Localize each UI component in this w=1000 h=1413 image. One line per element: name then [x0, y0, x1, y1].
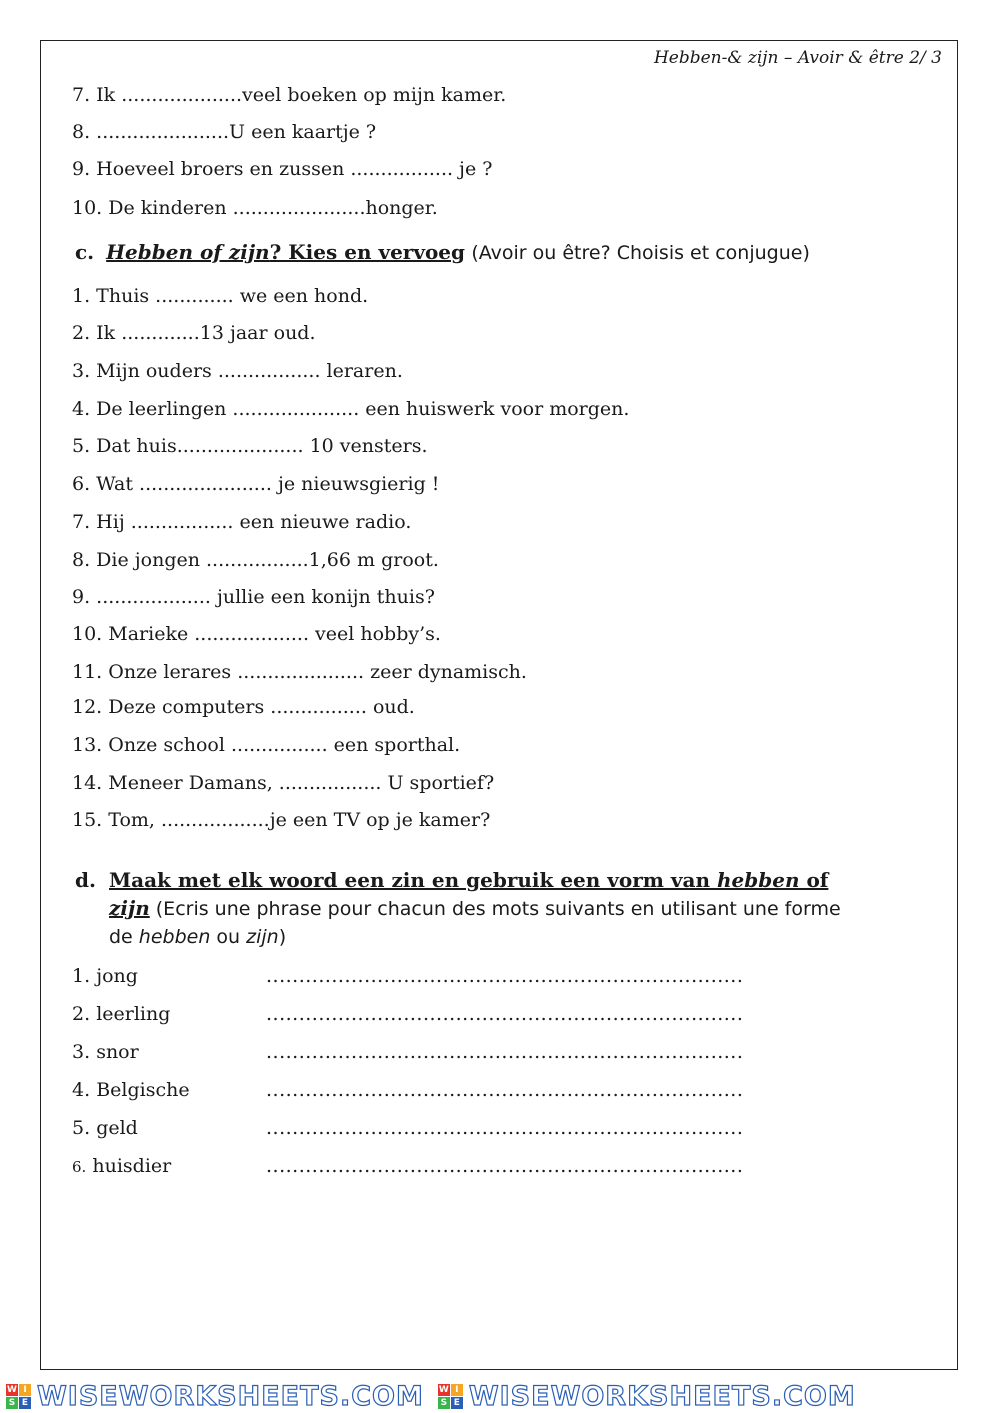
- section-title: Maak met elk woord een zin en gebruik een vorm van: [109, 868, 717, 892]
- exercise-item: 9. Hoeveel broers en zussen ................. je ?: [72, 158, 493, 180]
- section-title-italic: zijn: [109, 896, 150, 920]
- exercise-item: 2. Ik .............13 jaar oud.: [72, 322, 316, 344]
- exercise-item: 9. ................... jullie een konijn thuis?: [72, 586, 435, 608]
- answer-blank[interactable]: .........................................................................: [266, 965, 744, 987]
- section-note-italic: zijn: [246, 926, 279, 948]
- word-label: huisdier: [92, 1155, 172, 1177]
- section-note: (Ecris une phrase pour chacun des mots suivants en utilisant une forme: [149, 898, 841, 920]
- word-row: [72, 1117, 743, 1139]
- brand-logo-icon: W I S E: [6, 1384, 31, 1409]
- word-label: snor: [96, 1041, 139, 1063]
- section-title-italic: hebben: [716, 868, 800, 892]
- brand-logo-icon: W I S E: [438, 1384, 463, 1409]
- exercise-item: 15. Tom, ..................je een TV op je kamer?: [72, 809, 491, 831]
- word-number: 5.: [72, 1117, 91, 1139]
- exercise-item: 3. Mijn ouders ................. leraren.: [72, 360, 403, 382]
- word-row: [72, 1003, 743, 1025]
- exercise-item: 7. Hij ................. een nieuwe radio.: [72, 511, 412, 533]
- exercise-item: 1. Thuis ............. we een hond.: [72, 285, 369, 307]
- exercise-item: 8. Die jongen .................1,66 m groot.: [72, 549, 439, 571]
- section-c-heading: [75, 240, 810, 264]
- brand-text[interactable]: WISEWORKSHEETS.COM: [468, 1381, 856, 1412]
- exercise-item: 11. Onze lerares ..................... zeer dynamisch.: [72, 661, 527, 683]
- section-d-heading: [75, 866, 945, 951]
- word-row: [72, 965, 743, 987]
- word-row: [72, 1079, 743, 1101]
- exercise-item: 8. ......................U een kaartje ?: [72, 121, 377, 143]
- answer-blank[interactable]: .........................................................................: [266, 1079, 744, 1101]
- section-note: de: [109, 926, 139, 948]
- exercise-item: 10. De kinderen ......................honger.: [72, 197, 438, 219]
- exercise-item: 13. Onze school ................ een sporthal.: [72, 734, 461, 756]
- word-label: geld: [96, 1117, 138, 1139]
- section-note: ): [278, 926, 287, 948]
- exercise-item: 10. Marieke ................... veel hobby’s.: [72, 623, 441, 645]
- word-number: 2.: [72, 1003, 91, 1025]
- answer-blank[interactable]: .........................................................................: [266, 1041, 744, 1063]
- answer-blank[interactable]: .........................................................................: [266, 1155, 744, 1177]
- section-note: ou: [210, 926, 247, 948]
- section-letter: d.: [75, 868, 96, 892]
- word-number: 3.: [72, 1041, 91, 1063]
- word-number: 6.: [72, 1158, 87, 1176]
- exercise-item: 6. Wat ...................... je nieuwsgierig !: [72, 473, 440, 495]
- word-number: 4.: [72, 1079, 91, 1101]
- word-label: Belgische: [96, 1079, 190, 1101]
- answer-blank[interactable]: .........................................................................: [266, 1117, 744, 1139]
- section-title: ? Kies en vervoeg: [269, 240, 465, 264]
- word-row: [72, 1041, 743, 1063]
- exercise-item: 14. Meneer Damans, ................. U sportief?: [72, 772, 495, 794]
- section-note: (Avoir ou être? Choisis et conjugue): [471, 242, 810, 264]
- page-header: Hebben-& zijn – Avoir & être 2/ 3: [653, 48, 942, 68]
- section-letter: c.: [75, 240, 95, 264]
- brand-text[interactable]: WISEWORKSHEETS.COM: [37, 1381, 424, 1412]
- word-label: jong: [96, 965, 138, 987]
- word-row: [72, 1155, 743, 1177]
- exercise-item: 12. Deze computers ................ oud.: [72, 696, 415, 718]
- section-title: of: [799, 868, 829, 892]
- answer-blank[interactable]: .........................................................................: [266, 1003, 744, 1025]
- section-note-italic: hebben: [138, 926, 211, 948]
- brand-footer: [0, 1380, 1000, 1413]
- word-number: 1.: [72, 965, 91, 987]
- exercise-item: 4. De leerlingen ..................... een huiswerk voor morgen.: [72, 398, 630, 420]
- section-title-italic: Hebben of zijn: [106, 240, 270, 264]
- exercise-item: 7. Ik ....................veel boeken op mijn kamer.: [72, 84, 507, 106]
- word-label: leerling: [96, 1003, 171, 1025]
- exercise-item: 5. Dat huis..................... 10 vensters.: [72, 435, 428, 457]
